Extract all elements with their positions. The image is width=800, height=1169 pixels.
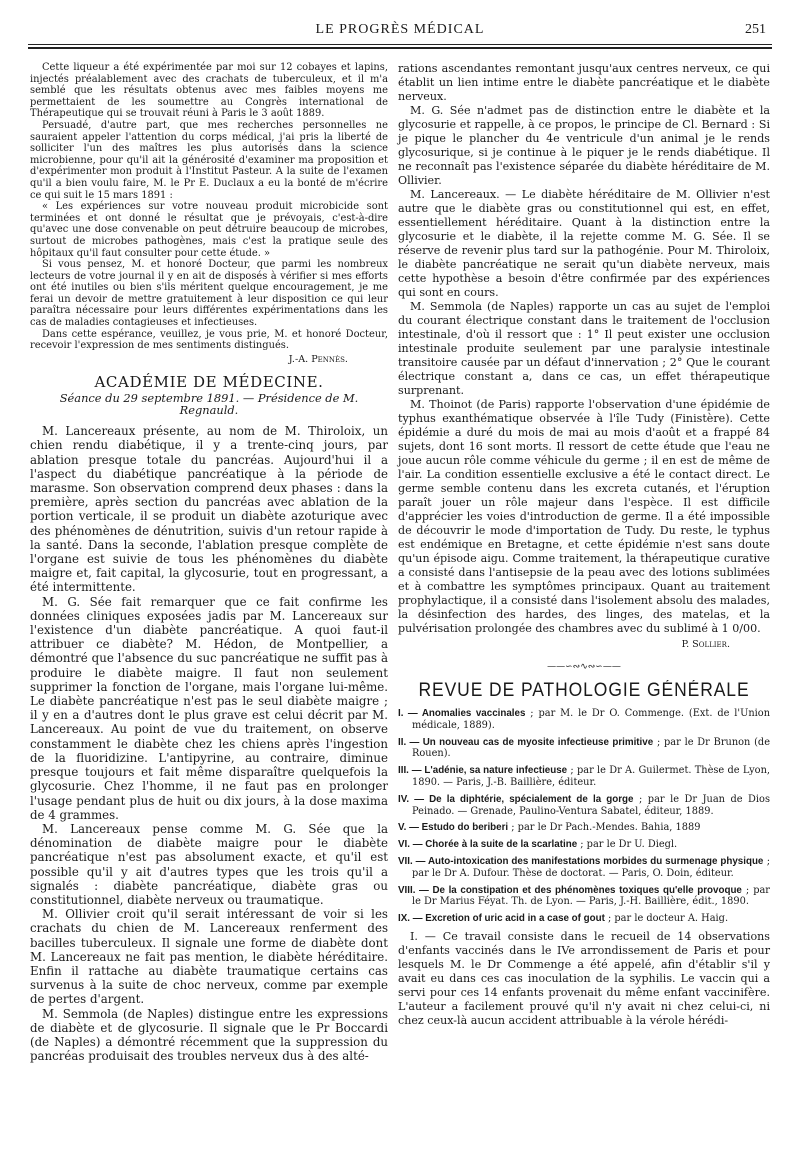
session-line: Séance du 29 septembre 1891. — Présidence de M. Regnauld. — [59, 391, 359, 417]
bibliography-item: III. — L'adénie, sa nature infectieuse ; par le Dr A. Guilermet. Thèse de Lyon, 1890. — Paris, J.-B. Baillière, éditeur. — [398, 765, 771, 788]
ornament-divider: ——∽∾∿∾∽—— — [547, 662, 621, 672]
bibliography-item: V. — Estudo do beriberi ; par le Dr Pach.-Mendes. Bahia, 1889 — [398, 822, 701, 834]
report-paragraph: M. Lancereaux. — Le diabète héréditaire de M. Ollivier n'est autre que le diabète gras ou constitutionnel qui est, en effet, essentiellement héréditaire. Quant à la distinction entre la glycosurie et le diabète, il la rejette comme M. G. Sée. Il se réserve de revenir plus tard sur la pathogénie. Pour M. Thiroloix, le diabète pancréatique ne serait qu'un diabète nerveux, mais cette hypothèse a besoin d'être confirmée par des expériences qui sont en cours. — [398, 188, 770, 299]
report-paragraph: M. Ollivier croit qu'il serait intéressant de voir si les crachats du chien de M. Lancereaux renferment des bacilles tuberculeux. Il signale une forme de diabète dont M. Lancereaux ne fait pas mention, le diabète héréditaire. Enfin il rattache au diabète traumatique certains cas survenus à la suite de choc nerveux, comme par exemple de pertes d'argent. — [30, 907, 388, 1007]
bibliography-item: VII. — Auto-intoxication des manifestations morbides du surmenage physique ; par le Dr A. Dufour. Thèse de doctorat. — Paris, O. Doin, éditeur. — [398, 855, 771, 879]
page-number: 251 — [745, 22, 766, 37]
letter-signature: J.-A. Pennès. — [288, 353, 348, 365]
report-paragraph: M. Semmola (de Naples) distingue entre les expressions de diabète et de glycosurie. Il signale que le Pr Boccardi (de Naples) a démontré récemment que la suppression du pancréas produisait des troubles nerveux dus à des alté- — [30, 1006, 388, 1064]
running-header — [28, 22, 772, 42]
academy-report — [30, 424, 388, 1063]
letter-paragraph: Cette liqueur a été expérimentée par moi sur 12 cobayes et lapins, injectés préalablement avec des crachats de tuberculeux, et il m'a semblé que les résultats obtenus avec mes faibles moyens me permettaient de les soumettre au Congrès international de Thérapeutique qui se trouvait réuni à Paris le 3 août 1889. — [30, 62, 388, 120]
header-rule-thick — [28, 47, 772, 49]
report-paragraph: M. G. Sée fait remarquer que ce fait confirme les données cliniques exposées jadis par M. Lancereaux sur l'existence d'un diabète pancréatique. A quoi faut-il attribuer ce diabète? M. Hédon, de Montpellier, a démontré que l'absence du suc pancréatique ne suffit pas à produire le diabète maigre. Il faut non seulement supprimer la fonction de l'organe, mais l'organe lui-même. Le diabète pancréatique n'est pas le seul diabète maigre ; il y en a d'autres dont le plus grave est celui décrit par M. Lancereaux. Au point de vue du traitement, on observe constamment le diabète chez les chiens après l'ingestion de la fluoridizine. L'antipyrine, au contraire, diminue presque toujours et fait même disparaître quelquefois la glycosurie. Chez l'homme, il ne faut pas en prolonger l'usage pendant plus de huit ou dix jours, à la dose maxima de 4 grammes. — [30, 594, 388, 822]
report-paragraph: M. Thoinot (de Paris) rapporte l'observation d'une épidémie de typhus exanthématique observée à l'île Tudy (Finistère). Cette épidémie a duré du mois de mai au mois d'août et a frappé 84 sujets, dont 16 sont morts. Il ressort de cette étude que l'eau ne joue aucun rôle comme véhicule du germe ; il en est de même de l'air. La condition essentielle exclusive a été le contact direct. Le germe semble contenu dans les excreta cutanés, et l'éruption paraît jouer un rôle majeur dans l'espèce. Il est difficile d'apprécier les voies d'introduction de germe. Il a été impossible de découvrir le mode d'importation de Tudy. Du reste, le typhus est endémique en Bretagne, et cette épidémie n'est sans doute qu'un épisode aigu. Comme traitement, la thérapeutique curative a consisté dans l'antisepsie de la peau avec des lotions sublimées et à combattre les symptômes principaux. Quant au traitement prophylactique, il a consisté dans l'isolement absolu des malades, la désinfection des hardes, des linges, des matelas, et la pulvérisation prolongée des chambres avec du sublimé à 1 0/00. — [398, 398, 770, 635]
report-signature: P. Sollier. — [681, 639, 730, 650]
bibliography-item: VIII. — De la constipation et des phénomènes toxiques qu'elle provoque ; par le Dr Marius Féyat. Th. de Lyon. — Paris, J.-H. Baillière, édit., 1890. — [398, 884, 770, 908]
right-column — [398, 62, 770, 1028]
letter-paragraph: Persuadé, d'autre part, que mes recherches personnelles ne sauraient appeler l'attention du corps médical, j'ai pris la liberté de solliciter l'un des maîtres les plus autorisés dans la science microbienne, pour qu'il ait la générosité d'examiner ma proposition et d'expérimenter mon produit à l'Institut Pasteur. A la suite de l'examen qu'il a bien voulu faire, M. le Pr E. Duclaux a eu la bonté de m'écrire ce qui suit le 15 mars 1891 : — [30, 119, 388, 201]
report-paragraph: M. Semmola (de Naples) rapporte un cas au sujet de l'emploi du courant électrique constant dans le traitement de l'occlusion intestinale, d'où il ressort que : 1° Il peut exister une occlusion intestinale produite seulement par une paralysie intestinale transitoire causée par un défaut d'innervation ; 2° Que le courant électrique constant a, dans ce cas, un effet thérapeutique surprenant. — [398, 300, 770, 397]
bibliography-item: IX. — Excretion of uric acid in a case of gout ; par le docteur A. Haig. — [398, 913, 729, 925]
letter-paragraph: Si vous pensez, M. et honoré Docteur, que parmi les nombreux lecteurs de votre journal il y en ait de disposés à vérifier si mes efforts ont été inutiles ou bien s'ils méritent quelque encouragement, je me ferai un devoir de mettre gratuitement à leur disposition ce qui leur paraîtra nécessaire pour leurs différentes expérimentations dans les cas de maladies contagieuses et infectieuses. — [30, 259, 388, 329]
bibliography-item: I. — Anomalies vaccinales ; par M. le Dr O. Commenge. (Ext. de l'Union médicale, 1889). — [398, 708, 770, 731]
section-title: ACADÉMIE DE MÉDECINE. — [94, 373, 324, 392]
journal-title: LE PROGRÈS MÉDICAL — [315, 22, 485, 37]
report-paragraph: rations ascendantes remontant jusqu'aux centres nerveux, ce qui établit un lien intime entre le diabète pancréatique et le diabète nerveux. — [398, 62, 770, 103]
report-paragraph: M. Lancereaux pense comme M. G. Sée que la dénomination de diabète maigre pour le diabète pancréatique n'est pas absolument exacte, et qu'il est possible qu'il y ait d'autres types que les trois qu'il a signalés : diabète pancréatique, diabète gras ou constitutionnel, diabète nerveux ou traumatique. — [30, 821, 388, 907]
bibliography-item: VI. — Chorée à la suite de la scarlatine ; par le Dr U. Diegl. — [398, 839, 678, 851]
bibliography-list — [398, 708, 770, 925]
header-rule — [28, 44, 772, 45]
revue-title: REVUE DE PATHOLOGIE GÉNÉRALE — [418, 680, 750, 701]
bibliography-item: IV. — De la diphtérie, spécialement de la gorge ; par le Dr Juan de Dios Peinado. — Grenade, Paulino-Ventura Sabatel, éditeur, 1889. — [398, 793, 770, 817]
report-paragraph: M. G. Sée n'admet pas de distinction entre le diabète et la glycosurie et rappelle, à ce propos, le principe de Cl. Bernard : Si je pique le plancher du 4e ventricule d'un animal je le rends glycosurique, si je continue à le piquer je le rends diabétique. Il ne reconnaît pas l'existence séparée du diabète héréditaire de M. Ollivier. — [398, 104, 770, 187]
letter-paragraph: Dans cette espérance, veuillez, je vous prie, M. et honoré Docteur, recevoir l'expression de mes sentiments distingués. — [30, 328, 388, 352]
letter-paragraph: « Les expériences sur votre nouveau produit microbicide sont terminées et ont donné le résultat que je prévoyais, c'est-à-dire qu'avec une dose convenable on peut détruire beaucoup de microbes, surtout de microbes pathogènes, mais c'est la pratique seule des hôpitaux qu'il faut consulter pour cette étude. » — [30, 201, 388, 259]
review-paragraph: I. — Ce travail consiste dans le recueil de 14 observations d'enfants vaccinés dans le IVe arrondissement de Paris et pour lesquels M. le Dr Commenge a été appelé, afin d'établir s'il y avait eu dans ces cas inoculation de la syphilis. Le vaccin qui a servi pour ces 14 enfants provenait du même enfant vaccinifère. L'auteur a facilement prouvé qu'il n'y avait ni chez celui-ci, ni chez ceux-là aucun accident attribuable à la vérole hérédi- — [398, 929, 770, 1027]
report-paragraph: M. Lancereaux présente, au nom de M. Thiroloix, un chien rendu diabétique, il y a trente-cinq jours, par ablation presque totale du pancréas. Aujourd'hui il a l'aspect du diabétique pancréatique à la période de marasme. Son observation comprend deux phases : dans la première, après section du pancréas avec ablation de la portion verticale, il se produit un diabète azoturique avec des phénomènes de dénutrition, suivis d'un retour rapide à la santé. Dans la seconde, l'ablation presque complète de l'organe est suivie de tous les phénomènes du diabète maigre et, fait capital, la glycosurie, tout en progressant, a été intermittente. — [30, 424, 388, 595]
bibliography-item: II. — Un nouveau cas de myosite infectieuse primitive ; par le Dr Brunon (de Rouen). — [398, 736, 770, 760]
left-column — [30, 62, 388, 1063]
